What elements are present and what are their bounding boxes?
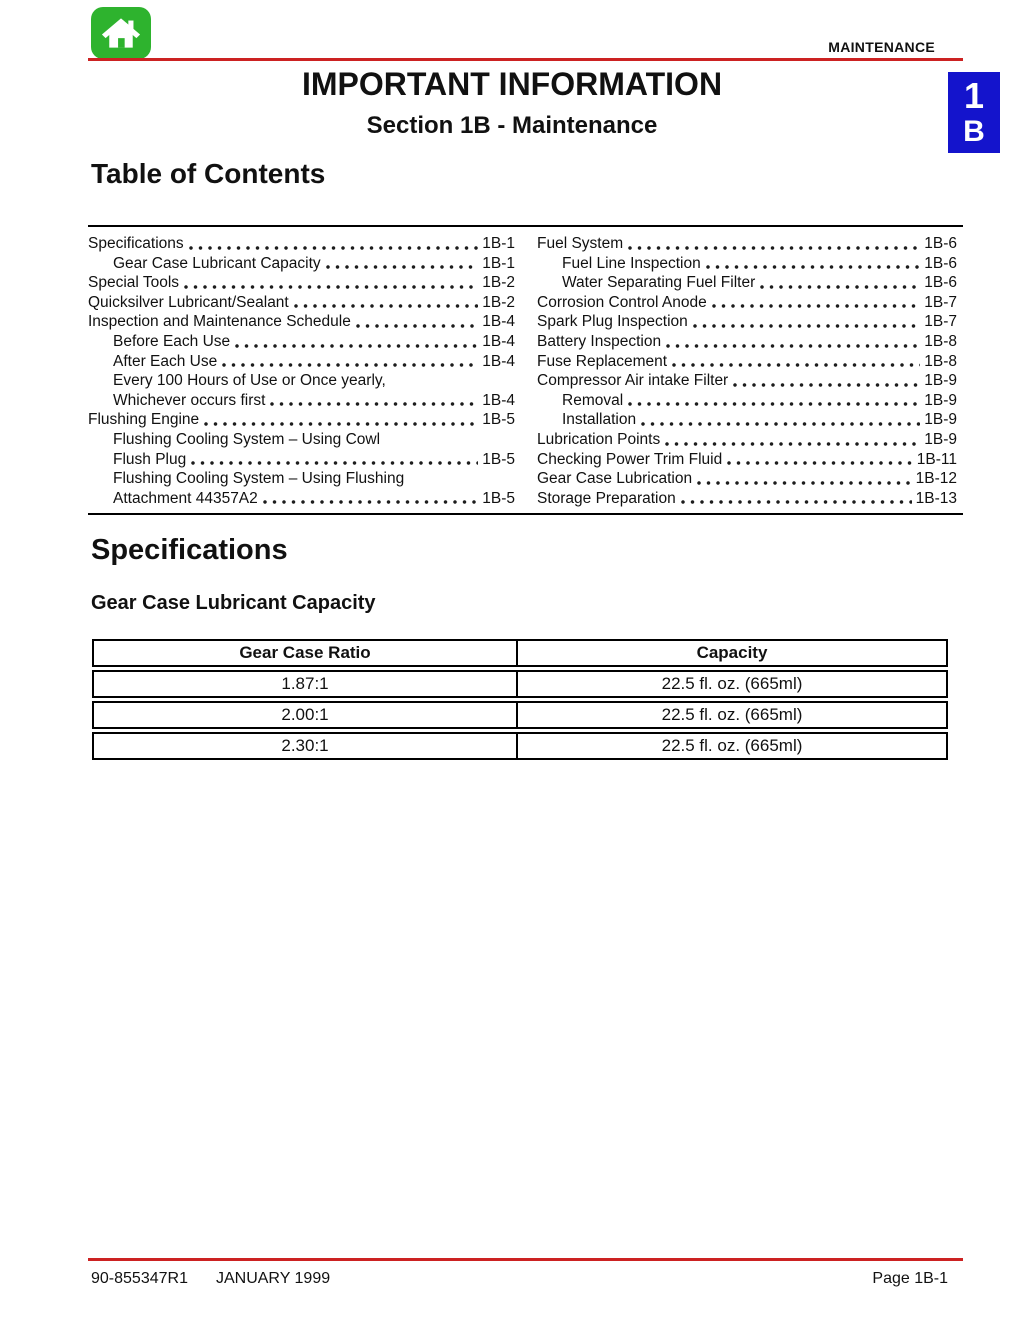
toc-dot-leader xyxy=(641,419,920,427)
toc-entry-label: Specifications xyxy=(88,235,184,252)
toc-entry-label: Fuse Replacement xyxy=(537,352,668,370)
section-subtitle: Section 1B - Maintenance xyxy=(366,112,658,139)
capacity-cell: 22.5 fl. oz. (665ml) xyxy=(661,736,803,755)
home-icon xyxy=(99,13,143,53)
toc-entry-label: Fuel Line Inspection xyxy=(562,254,701,272)
toc-entry-label: Flushing Cooling System – Using Cowl xyxy=(113,430,381,448)
toc-dot-leader xyxy=(263,497,478,505)
toc-dot-leader xyxy=(697,478,912,486)
toc-entry[interactable] xyxy=(537,410,957,430)
toc-entry-label: Corrosion Control Anode xyxy=(537,293,707,311)
toc-entry[interactable] xyxy=(537,352,957,372)
toc-dot-leader xyxy=(672,360,920,368)
toc-entry[interactable] xyxy=(537,293,957,313)
toc-entry[interactable] xyxy=(537,489,957,509)
toc-dot-leader xyxy=(693,321,920,329)
toc-page-number: 1B-5 xyxy=(482,450,515,468)
toc-entry-label: Gear Case Lubrication xyxy=(537,470,693,488)
toc-dot-leader xyxy=(189,243,479,251)
tab-section-letter: B xyxy=(963,115,985,148)
capacity-cell: 22.5 fl. oz. (665ml) xyxy=(661,674,803,693)
publish-date: JANUARY 1999 xyxy=(215,1270,331,1287)
toc-page-number: 1B-1 xyxy=(482,254,515,272)
toc-entry[interactable] xyxy=(537,450,957,470)
toc-entry[interactable] xyxy=(88,293,515,313)
toc-page-number: 1B-4 xyxy=(482,352,515,370)
toc-entry[interactable] xyxy=(537,273,957,293)
toc-entry-label: Gear Case Lubricant Capacity xyxy=(113,254,321,272)
toc-dot-leader xyxy=(294,301,479,309)
ratio-header-cell: Gear Case Ratio xyxy=(94,641,518,665)
toc-heading: Table of Contents xyxy=(91,158,326,189)
toc-dot-leader xyxy=(681,497,912,505)
toc-entry[interactable] xyxy=(88,273,515,293)
toc-entry[interactable] xyxy=(537,312,957,332)
toc-entry-label: After Each Use xyxy=(113,352,218,370)
toc-dot-leader xyxy=(204,419,478,427)
toc-page-number: 1B-4 xyxy=(482,391,515,409)
toc-dot-leader xyxy=(665,439,920,447)
toc-entry[interactable] xyxy=(537,332,957,352)
toc-entry[interactable] xyxy=(88,371,515,391)
toc-entry-label: Quicksilver Lubricant/Sealant xyxy=(88,293,289,311)
toc-entry-label: Storage Preparation xyxy=(537,489,676,507)
toc-entry[interactable] xyxy=(88,332,515,352)
toc-entry[interactable] xyxy=(537,469,957,489)
toc-page-number: 1B-2 xyxy=(482,293,515,311)
page-footer xyxy=(88,1270,963,1288)
ratio-cell: 2.00:1 xyxy=(94,703,518,727)
toc-entry[interactable] xyxy=(88,410,515,430)
toc-dot-leader xyxy=(628,399,920,407)
toc-column-right xyxy=(537,234,957,508)
table-body xyxy=(92,670,948,760)
toc-dot-leader xyxy=(712,301,921,309)
toc-page-number: 1B-13 xyxy=(915,489,957,507)
toc-page-number: 1B-2 xyxy=(482,274,515,292)
toc-dot-leader xyxy=(733,380,920,388)
header-rule xyxy=(88,58,963,61)
toc-dot-leader xyxy=(184,282,478,290)
toc-dot-leader xyxy=(270,399,478,407)
toc-dot-leader xyxy=(326,262,479,270)
toc-dot-leader xyxy=(191,458,478,466)
table-row xyxy=(92,670,948,698)
toc-entry[interactable] xyxy=(88,469,515,489)
toc-entry-label: Installation xyxy=(562,411,637,429)
toc-entry[interactable] xyxy=(88,254,515,274)
toc-page-number: 1B-9 xyxy=(924,430,957,448)
toc-dot-leader xyxy=(760,282,920,290)
capacity-header-cell: Capacity xyxy=(696,643,768,662)
toc-page-number: 1B-7 xyxy=(924,293,957,311)
gear-case-capacity-table xyxy=(92,639,948,760)
toc-entry-label: Before Each Use xyxy=(113,332,231,350)
toc-entry[interactable] xyxy=(537,430,957,450)
tab-section-number: 1 xyxy=(963,75,985,116)
toc-entry-label: Special Tools xyxy=(88,274,180,292)
toc-entry-label: Removal xyxy=(562,391,624,409)
toc-entry[interactable] xyxy=(88,430,515,450)
toc-page-number: 1B-6 xyxy=(924,274,957,292)
footer-left xyxy=(88,1270,330,1288)
toc-entry-label: Fuel System xyxy=(537,235,624,252)
toc-entry-label: Lubrication Points xyxy=(537,430,661,448)
table-of-contents xyxy=(88,225,963,515)
toc-entry-label: Water Separating Fuel Filter xyxy=(562,274,756,292)
toc-entry[interactable] xyxy=(88,391,515,411)
toc-entry-label: Battery Inspection xyxy=(537,332,662,350)
toc-dot-leader xyxy=(628,243,920,251)
toc-entry-label: Every 100 Hours of Use or Once yearly, xyxy=(113,372,386,390)
toc-entry[interactable] xyxy=(537,234,957,254)
toc-entry-label: Flushing Cooling System – Using Flushing xyxy=(113,470,405,488)
toc-entry-label: Checking Power Trim Fluid xyxy=(537,450,723,468)
toc-page-number: 1B-8 xyxy=(924,332,957,350)
table-row xyxy=(92,701,948,729)
toc-page-number: 1B-8 xyxy=(924,352,957,370)
toc-page-number: 1B-6 xyxy=(924,254,957,272)
toc-page-number: 1B-5 xyxy=(482,411,515,429)
toc-dot-leader xyxy=(706,262,921,270)
gear-case-capacity-heading: Gear Case Lubricant Capacity xyxy=(91,592,376,614)
table-row xyxy=(92,732,948,760)
toc-dot-leader xyxy=(356,321,478,329)
toc-entry[interactable] xyxy=(88,312,515,332)
toc-page-number: 1B-12 xyxy=(915,470,957,488)
toc-entry[interactable] xyxy=(88,489,515,509)
toc-page-number: 1B-11 xyxy=(916,450,957,468)
toc-column-left xyxy=(88,234,515,508)
toc-entry-label: Flushing Engine xyxy=(88,411,200,429)
toc-entry[interactable] xyxy=(88,352,515,372)
toc-entry-label: Compressor Air intake Filter xyxy=(537,372,729,390)
table-header-row xyxy=(92,639,948,667)
capacity-cell: 22.5 fl. oz. (665ml) xyxy=(661,705,803,724)
toc-entry[interactable] xyxy=(88,234,515,254)
toc-page-number: 1B-6 xyxy=(924,235,957,252)
footer-rule xyxy=(88,1258,963,1261)
toc-entry[interactable] xyxy=(537,254,957,274)
toc-entry-label: Inspection and Maintenance Schedule xyxy=(88,313,351,331)
toc-entry[interactable] xyxy=(537,391,957,411)
toc-page-number: 1B-5 xyxy=(482,489,515,507)
toc-dot-leader xyxy=(222,360,478,368)
toc-dot-leader xyxy=(666,341,920,349)
toc-entry-label: Attachment 44357A2 xyxy=(113,489,258,507)
page-number-label: Page 1B-1 xyxy=(872,1270,948,1287)
running-header-label: MAINTENANCE xyxy=(828,39,935,55)
toc-page-number: 1B-9 xyxy=(924,411,957,429)
toc-entry-label: Spark Plug Inspection xyxy=(537,313,688,331)
toc-page-number: 1B-1 xyxy=(482,235,515,252)
toc-entry-label: Flush Plug xyxy=(113,450,187,468)
toc-page-number: 1B-9 xyxy=(924,372,957,390)
specifications-heading: Specifications xyxy=(91,534,288,566)
ratio-cell: 1.87:1 xyxy=(94,672,518,696)
home-button[interactable] xyxy=(91,7,151,59)
document-number: 90-855347R1 xyxy=(91,1270,188,1287)
toc-entry-label: Whichever occurs first xyxy=(113,391,266,409)
toc-page-number: 1B-9 xyxy=(924,391,957,409)
toc-page-number: 1B-7 xyxy=(924,313,957,331)
toc-dot-leader xyxy=(235,341,478,349)
toc-entry[interactable] xyxy=(88,450,515,470)
toc-page-number: 1B-4 xyxy=(482,332,515,350)
ratio-cell: 2.30:1 xyxy=(94,734,518,758)
toc-page-number: 1B-4 xyxy=(482,313,515,331)
toc-entry[interactable] xyxy=(537,371,957,391)
toc-dot-leader xyxy=(727,458,913,466)
page-title: IMPORTANT INFORMATION xyxy=(301,66,723,102)
